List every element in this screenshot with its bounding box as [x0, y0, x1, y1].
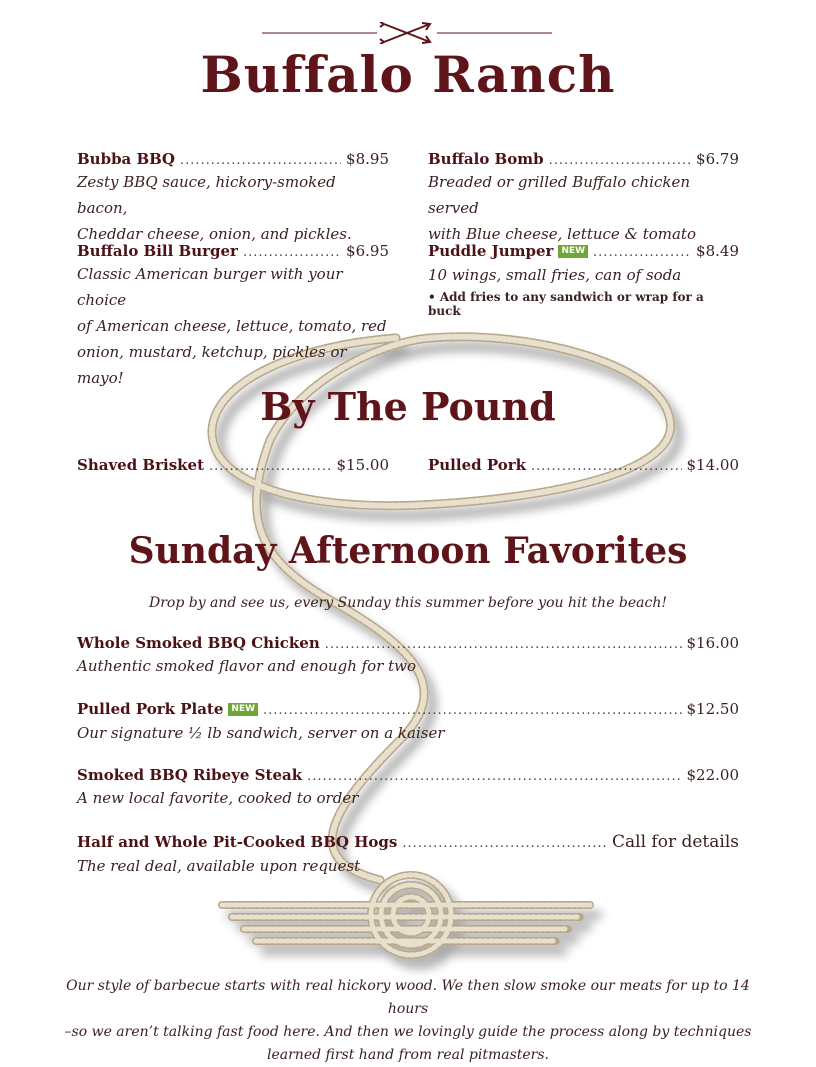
new-badge: NEW [228, 703, 258, 716]
dot-leader [531, 459, 681, 474]
menu-item [428, 456, 739, 474]
menu-item [77, 456, 389, 474]
item-price: $22.00 [686, 766, 739, 784]
page-title: Buffalo Ranch [200, 45, 616, 104]
item-name: Bubba BBQ [77, 150, 175, 168]
crossed-arrows-icon [262, 22, 552, 44]
item-description: A new local favorite, cooked to order [77, 789, 359, 807]
dot-leader [593, 245, 691, 260]
menu-item [77, 242, 389, 391]
item-description: Authentic smoked flavor and enough for two [77, 657, 417, 675]
item-note: • Add fries to any sandwich or wrap for a buck [428, 290, 704, 318]
item-price: $14.00 [686, 456, 739, 474]
item-name: Shaved Brisket [77, 456, 205, 474]
dot-leader [549, 153, 691, 168]
item-description: The real deal, available upon request [77, 857, 361, 875]
menu-item [428, 150, 739, 247]
dot-leader [307, 769, 681, 784]
footer-text: Our style of barbecue starts with real hickory wood. We then slow smoke our meats for up to 14 hours –so we aren’t talking fast food here. And then we lovingly guide the process along by techniques learned first hand from real pitmasters. [64, 978, 752, 1063]
item-price: $8.95 [346, 150, 389, 168]
item-description: Zesty BBQ sauce, hickory-smoked bacon, Cheddar cheese, onion, and pickles. [77, 173, 352, 243]
menu-item [77, 700, 739, 746]
item-description: 10 wings, small fries, can of soda [428, 266, 682, 284]
item-price: $12.50 [686, 700, 739, 718]
section-tagline: Drop by and see us, every Sunday this summer before you hit the beach! [148, 595, 668, 611]
item-description: Our signature ½ lb sandwich, server on a kaiser [77, 724, 445, 742]
item-price: $16.00 [686, 634, 739, 652]
dot-leader [325, 637, 682, 652]
item-name: Half and Whole Pit-Cooked BBQ Hogs [77, 833, 398, 851]
item-name: Smoked BBQ Ribeye Steak [77, 766, 303, 784]
dot-leader [263, 703, 681, 718]
item-name: Pulled Pork Plate [77, 700, 224, 718]
dot-leader [243, 245, 341, 260]
item-price: $6.95 [346, 242, 389, 260]
item-description: Classic American burger with your choice of American cheese, lettuce, tomato, red onion, mustard, ketchup, pickles or mayo! [77, 265, 387, 387]
menu-item [77, 766, 739, 811]
dot-leader [209, 459, 331, 474]
item-price: $6.79 [696, 150, 739, 168]
section-title-by-the-pound: By The Pound [260, 384, 556, 429]
menu-item [77, 150, 389, 247]
section-title-sunday: Sunday Afternoon Favorites [128, 530, 688, 572]
item-name: Buffalo Bill Burger [77, 242, 238, 260]
new-badge: NEW [558, 245, 588, 258]
item-price: $8.49 [696, 242, 739, 260]
item-name: Puddle Jumper [428, 242, 554, 260]
item-price: $15.00 [336, 456, 389, 474]
dot-leader [402, 836, 607, 851]
menu-item [428, 242, 739, 318]
item-price: Call for details [612, 832, 739, 852]
menu-item [77, 832, 739, 879]
dot-leader [180, 153, 341, 168]
menu-item [77, 634, 739, 679]
item-name: Whole Smoked BBQ Chicken [77, 634, 320, 652]
item-name: Buffalo Bomb [428, 150, 544, 168]
item-name: Pulled Pork [428, 456, 527, 474]
item-description: Breaded or grilled Buffalo chicken served with Blue cheese, lettuce & tomato [428, 173, 696, 243]
